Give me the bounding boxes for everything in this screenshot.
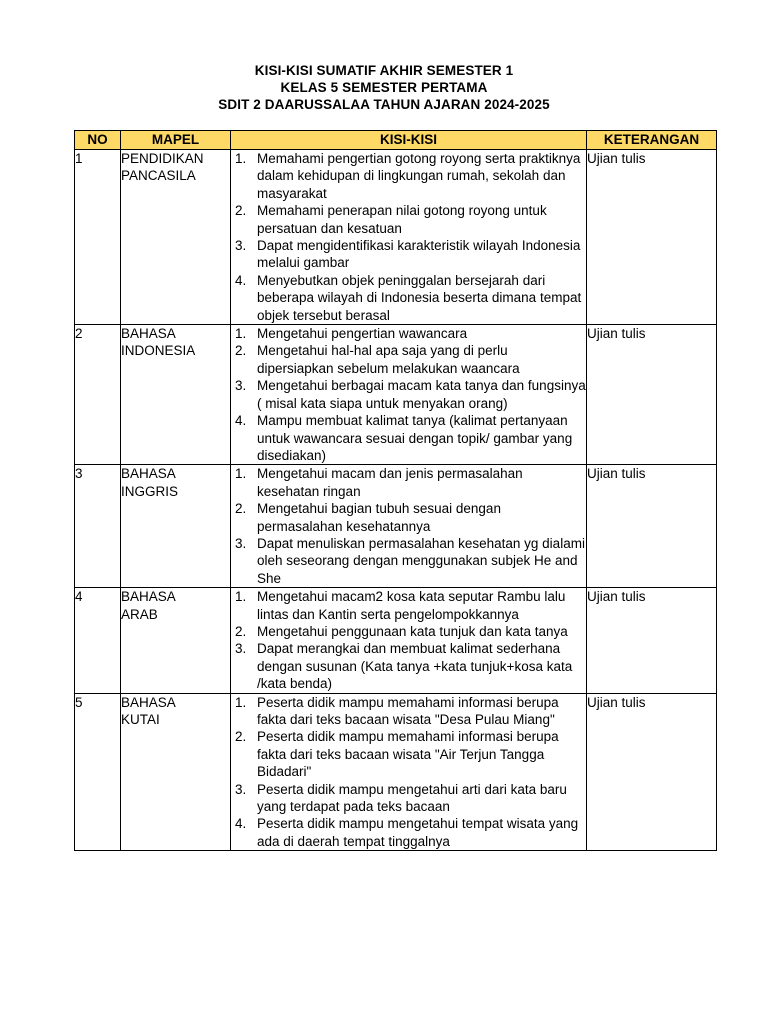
list-item-number: 4. [235, 272, 247, 288]
list-item-number: 1. [235, 466, 247, 482]
table-row [75, 325, 717, 465]
cell-kisi-kisi [231, 465, 587, 588]
table-row [75, 693, 717, 851]
title-line-3: SDIT 2 DAARUSSALAA TAHUN AJARAN 2024-2025 [218, 97, 550, 112]
cell-no: 2 [75, 325, 121, 465]
list-item-number: 2. [235, 501, 247, 517]
list-item-text: Dapat merangkai dan membuat kalimat sederhana dengan susunan (Kata tanya +kata tunjuk+kosa kata /kata benda) [257, 641, 573, 692]
mapel-line: ARAB [121, 606, 158, 622]
kisi-kisi-table [74, 130, 717, 851]
mapel-line: BAHASA [121, 589, 176, 605]
list-item [231, 342, 586, 377]
list-item [231, 815, 586, 850]
header-no: NO [75, 131, 121, 150]
mapel-line: BAHASA [121, 694, 176, 710]
list-item-text: Mengetahui hal-hal apa saja yang di perlu dipersiapkan sebelum melakukan waancara [257, 343, 520, 376]
list-item-number: 2. [235, 729, 247, 745]
list-item [231, 150, 586, 202]
list-item [231, 465, 586, 500]
list-item-number: 2. [235, 203, 247, 219]
list-item-text: Mengetahui macam dan jenis permasalahan kesehatan ringan [257, 466, 523, 499]
table-row [75, 150, 717, 325]
cell-keterangan: Ujian tulis [587, 693, 717, 851]
list-item-number: 2. [235, 343, 247, 359]
list-item-number: 3. [235, 238, 247, 254]
list-item-number: 4. [235, 816, 247, 832]
list-item-text: Mengetahui berbagai macam kata tanya dan fungsinya ( misal kata siapa untuk menyakan orang) [257, 378, 586, 411]
cell-no: 3 [75, 465, 121, 588]
list-item-number: 4. [235, 413, 247, 429]
list-item [231, 694, 586, 729]
table-row [75, 465, 717, 588]
header-keterangan: KETERANGAN [587, 131, 717, 150]
title-line-2: KELAS 5 SEMESTER PERTAMA [280, 80, 488, 95]
cell-kisi-kisi [231, 150, 587, 325]
header-kisi-kisi: KISI-KISI [231, 131, 587, 150]
list-item-number: 3. [235, 641, 247, 657]
list-item [231, 237, 586, 272]
list-item [231, 325, 586, 342]
kisi-kisi-list [231, 465, 586, 587]
list-item-text: Peserta didik mampu memahami informasi berupa fakta dari teks bacaan wisata "Air Terjun Tangga Bidadari" [257, 729, 559, 780]
list-item [231, 728, 586, 780]
list-item [231, 640, 586, 692]
list-item-text: Mengetahui penggunaan kata tunjuk dan kata tanya [257, 623, 568, 639]
table-row [75, 588, 717, 693]
cell-keterangan: Ujian tulis [587, 588, 717, 693]
cell-mapel [121, 588, 231, 693]
list-item-text: Menyebutkan objek peninggalan bersejarah dari beberapa wilayah di Indonesia beserta dimana tempat objek tersebut berasal [257, 272, 582, 323]
table-header-row [75, 131, 717, 150]
table-body [75, 150, 717, 851]
cell-keterangan: Ujian tulis [587, 325, 717, 465]
cell-mapel [121, 693, 231, 851]
cell-no: 1 [75, 150, 121, 325]
list-item-number: 1. [235, 589, 247, 605]
list-item [231, 500, 586, 535]
cell-kisi-kisi [231, 588, 587, 693]
list-item-text: Mampu membuat kalimat tanya (kalimat pertanyaan untuk wawancara sesuai dengan topik/ gambar yang disediakan) [257, 413, 573, 463]
list-item-text: Mengetahui macam2 kosa kata seputar Rambu lalu lintas dan Kantin serta pengelompokkannya [257, 589, 566, 622]
list-item-number: 2. [235, 623, 247, 639]
title-line-1: KISI-KISI SUMATIF AKHIR SEMESTER 1 [254, 63, 514, 78]
list-item-text: Dapat menuliskan permasalahan kesehatan yg dialami oleh seseorang dengan menggunakan subjek He and She [257, 535, 585, 586]
list-item-text: Dapat mengidentifikasi karakteristik wilayah Indonesia melalui gambar [257, 238, 581, 271]
kisi-kisi-list [231, 325, 586, 464]
mapel-line: BAHASA [121, 466, 176, 482]
list-item [231, 535, 586, 587]
list-item-number: 3. [235, 535, 247, 551]
list-item-text: Peserta didik mampu memahami informasi berupa fakta dari teks bacaan wisata "Desa Pulau Miang" [257, 694, 559, 727]
cell-kisi-kisi [231, 325, 587, 465]
list-item-text: Peserta didik mampu mengetahui arti dari kata baru yang terdapat pada teks bacaan [257, 781, 567, 815]
cell-kisi-kisi [231, 693, 587, 851]
list-item-text: Mengetahui pengertian wawancara [257, 326, 468, 342]
list-item-number: 3. [235, 378, 247, 394]
kisi-kisi-list [231, 694, 586, 851]
cell-mapel [121, 150, 231, 325]
list-item-text: Mengetahui bagian tubuh sesuai dengan permasalahan kesehatannya [257, 501, 501, 534]
cell-keterangan: Ujian tulis [587, 465, 717, 588]
cell-mapel [121, 325, 231, 465]
kisi-kisi-list [231, 588, 586, 692]
mapel-line: BAHASA [121, 326, 176, 342]
list-item [231, 781, 586, 816]
cell-no: 5 [75, 693, 121, 851]
list-item-number: 3. [235, 781, 247, 797]
list-item [231, 202, 586, 237]
list-item [231, 412, 586, 464]
cell-mapel [121, 465, 231, 588]
list-item-text: Memahami pengertian gotong royong serta praktiknya dalam kehidupan di lingkungan rumah, sekolah dan masyarakat [257, 151, 581, 201]
list-item-number: 1. [235, 694, 247, 710]
mapel-line: PANCASILA [121, 168, 196, 184]
list-item [231, 588, 586, 623]
list-item [231, 272, 586, 324]
cell-no: 4 [75, 588, 121, 693]
list-item-text: Peserta didik mampu mengetahui tempat wisata yang ada di daerah tempat tinggalnya [257, 816, 579, 849]
cell-keterangan: Ujian tulis [587, 150, 717, 325]
mapel-line: INDONESIA [121, 343, 196, 359]
list-item [231, 623, 586, 640]
mapel-line: PENDIDIKAN [121, 151, 204, 166]
header-mapel: MAPEL [121, 131, 231, 150]
document-title [0, 62, 768, 113]
kisi-kisi-list [231, 150, 586, 324]
list-item-text: Memahami penerapan nilai gotong royong untuk persatuan dan kesatuan [257, 203, 547, 236]
list-item [231, 377, 586, 412]
list-item-number: 1. [235, 151, 247, 166]
mapel-line: INGGRIS [121, 483, 179, 499]
list-item-number: 1. [235, 326, 247, 342]
mapel-line: KUTAI [121, 712, 160, 727]
